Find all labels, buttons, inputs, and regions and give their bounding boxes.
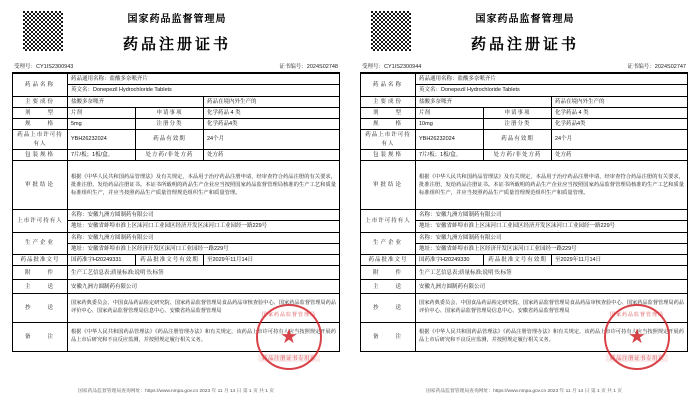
certificate-meta [360,60,688,73]
value-dosage-form: 片剂 [68,107,136,118]
star-icon: ★ [280,326,298,348]
value-generic-name: 药品通用名称：盐酸多奈哌齐片 [68,74,340,85]
table-row [13,161,340,210]
table-row [13,149,340,160]
value-english-name: 英文名：Donepezil Hydrochloride Tablets [416,85,688,96]
table-row [13,119,340,130]
label-remark: 备 注 [361,323,416,352]
certificate-card [6,4,346,396]
value-attachment: 生产工艺信息表;质量标准;说明书;标签 [68,266,340,280]
document-title: 药品注册证书 [122,36,231,53]
label-package-spec: 包装规格 [361,149,416,160]
label-attachment: 附 件 [361,266,416,280]
star-icon: ★ [628,326,646,348]
value-package-spec: 7片/板；1板/盒。 [416,149,484,160]
label-manufacturer: 生产企业 [361,232,416,255]
label-mah: 上市许可持有人 [13,210,68,233]
value-ingredient: 盐酸多奈哌齐 [416,96,552,107]
label-holder-no: 药品上市许可持有人 [13,130,68,150]
label-dosage-form: 剂 型 [361,107,416,118]
label-remark: 备 注 [13,323,68,352]
certificate-number: 证书编号：2024S02747 [627,64,686,70]
acceptance-number: 受理号：CY1IS2300944 [362,64,422,70]
label-spec: 规 格 [361,119,416,130]
value-approval-number: 国药准字H20249331 [68,255,136,266]
label-attachment: 附 件 [13,266,68,280]
label-validity: 药品有效期 [136,130,204,150]
value-attachment: 生产工艺信息表;质量标准;说明书;标签 [416,266,688,280]
value-spec: 5mg [68,119,136,130]
label-app-matter: 申请事项 [136,107,204,118]
table-row [361,323,688,352]
value-dosage-form: 片剂 [416,107,484,118]
table-row [361,210,688,221]
label-ingredient: 主要成份 [13,96,68,107]
label-spec: 规 格 [13,119,68,130]
value-prescription-type: 处方药 [204,149,340,160]
table-row [361,149,688,160]
value-prescription-type: 处方药 [552,149,688,160]
value-generic-name: 药品通用名称：盐酸多奈哌齐片 [416,74,688,85]
value-validity: 24个月 [552,130,688,150]
label-drug-name: 药品名称 [13,74,68,97]
certificate-table [360,73,688,352]
label-approval-conclusion: 审批结论 [13,161,68,210]
value-approval-number: 国药准字H20249330 [416,255,484,266]
document-title: 药品注册证书 [470,36,579,53]
value-ingredient: 盐酸多奈哌齐 [68,96,204,107]
table-row [13,266,340,280]
table-row [13,323,340,352]
value-mah-name: 名称：安徽九洲方圆制药有限公司 [68,210,340,221]
certificate-header [12,8,340,60]
table-row [361,232,688,243]
table-row [361,107,688,118]
page-footer: 国家药品监督管理局查询网址：https://www.nmpa.gov.cn 2023 年 11 月 14 日 第 1 页 共 1 页 [77,389,275,394]
table-row [361,161,688,210]
header-titles [412,10,638,54]
table-row [13,232,340,243]
value-main-delivery: 安徽九洲方圆制药有限公司 [68,280,340,294]
label-main-delivery: 主 送 [361,280,416,294]
table-row [13,74,340,85]
value-registration-class: 化学药品 4 类 [204,107,340,118]
seal-bottom-text: 药品注册证书专用章 [606,354,668,362]
value-spec-registration-class: 化学药品4类 [204,119,340,130]
certificate-header [360,8,688,60]
value-remark: 根据《中华人民共和国药品管理法》《药品注册管理办法》和有关规定，该药品上市许可持有人应当按照规定开展药品上市后研究和不良反应监测，并按照规定履行相关义务。 [416,323,688,352]
value-mah-address: 地址：安徽省蚌埠市淮上区沫河口工业园区经济开发区沫河口工业园经一路229号 [416,221,688,232]
certificate-table [12,73,340,352]
table-row [361,255,688,266]
value-approval-valid-until: 至2029年11月14日 [204,255,340,266]
label-manufacturer: 生产企业 [13,232,68,255]
table-row [361,96,688,107]
value-ingredient-note: 药品在境内外生产的 [552,96,688,107]
seal-top-text: 国家药品监督管理局 [261,312,316,318]
table-row [13,96,340,107]
header-titles [64,10,290,54]
value-registration-class: 化学药品 4 类 [552,107,688,118]
table-row [13,130,340,150]
label-drug-name: 药品名称 [361,74,416,97]
value-holder-no: YBH26232024 [416,130,484,150]
label-registration-class: 注册分类 [136,119,204,130]
value-manufacturer-name: 名称：安徽九洲方圆制药有限公司 [416,232,688,243]
label-validity: 药品有效期 [484,130,552,150]
value-copy-to: 国家药典委员会、中国食品药品检定研究院、国家药品监督管理局食品药品审核查验中心、国家药品监督管理局药品评价中心、国家药品监督管理局信息中心、安徽省药品监督管理局 [416,294,688,323]
value-approval-conclusion: 根据《中华人民共和国药品管理法》及有关规定，本品用于治疗药品注册申请，经审查符合药品注册的有关要求，批准注册，发给药品注册证书。本证书所载明的药品生产企业应当按照国家药品监督管理局核准的生产工艺和质量标准组织生产，并应当按照药品生产质量管理规范组织生产和质量管理。 [68,161,340,210]
label-approval-number: 药品批准文号 [13,255,68,266]
value-package-spec: 7片/板；1板/盒。 [68,149,136,160]
table-row [361,119,688,130]
table-row [361,130,688,150]
label-dosage-form: 剂 型 [13,107,68,118]
label-approval-valid-until: 药品批准文号有效期 [484,255,552,266]
certificate-meta [12,60,340,73]
label-approval-valid-until: 药品批准文号有效期 [136,255,204,266]
issuing-organization: 国家药品监督管理局 [127,14,227,25]
table-row [361,294,688,323]
table-row [13,255,340,266]
table-row [361,280,688,294]
value-approval-valid-until: 至2029年11月14日 [552,255,688,266]
value-main-delivery: 安徽九洲方圆制药有限公司 [416,280,688,294]
table-row [13,294,340,323]
table-row [13,280,340,294]
seal-bottom-text: 药品注册证书专用章 [258,354,320,362]
value-manufacturer-name: 名称：安徽九洲方圆制药有限公司 [68,232,340,243]
qr-code-icon [22,10,64,52]
label-prescription-type: 处方药/非处方药 [136,149,204,160]
page-footer: 国家药品监督管理局查询网址：https://www.nmpa.gov.cn 2023 年 11 月 14 日 第 1 页 共 1 页 [425,389,623,394]
label-approval-number: 药品批准文号 [361,255,416,266]
value-manufacturer-address: 地址：安徽省蚌埠市淮上区经济开发区沫河口工业园经一路229号 [416,243,688,254]
label-copy-to: 抄 送 [13,294,68,323]
value-mah-address: 地址：安徽省蚌埠市淮上区沫河口工业园区经济开发区沫河口工业园经一路229号 [68,221,340,232]
value-copy-to: 国家药典委员会、中国食品药品检定研究院、国家药品监督管理局食品药品审核查验中心、国家药品监督管理局药品评价中心、国家药品监督管理局信息中心、安徽省药品监督管理局 [68,294,340,323]
value-remark: 根据《中华人民共和国药品管理法》《药品注册管理办法》和有关规定，该药品上市许可持有人应当按照规定开展药品上市后研究和不良反应监测，并按照规定履行相关义务。 [68,323,340,352]
value-holder-no: YBH26232024 [68,130,136,150]
value-ingredient-note: 药品在境内外生产的 [204,96,340,107]
value-spec: 10mg [416,119,484,130]
issuing-organization: 国家药品监督管理局 [475,14,575,25]
table-row [13,107,340,118]
certificate-number: 证书编号：2024S02748 [279,64,338,70]
value-spec-registration-class: 化学药品4类 [552,119,688,130]
label-approval-conclusion: 审批结论 [361,161,416,210]
label-mah: 上市许可持有人 [361,210,416,233]
certificate-card [354,4,694,396]
value-approval-conclusion: 根据《中华人民共和国药品管理法》及有关规定，本品用于治疗药品注册申请，经审查符合药品注册的有关要求，批准注册，发给药品注册证书。本证书所载明的药品生产企业应当按照国家药品监督管理局核准的生产工艺和质量标准组织生产，并应当按照药品生产质量管理规范组织生产和质量管理。 [416,161,688,210]
value-english-name: 英文名：Donepezil Hydrochloride Tablets [68,85,340,96]
table-row [361,266,688,280]
label-ingredient: 主要成份 [361,96,416,107]
seal-top-text: 国家药品监督管理局 [609,312,664,318]
label-main-delivery: 主 送 [13,280,68,294]
label-package-spec: 包装规格 [13,149,68,160]
label-holder-no: 药品上市许可持有人 [361,130,416,150]
table-row [361,74,688,85]
label-copy-to: 抄 送 [361,294,416,323]
table-row [13,210,340,221]
qr-code-icon [370,10,412,52]
value-manufacturer-address: 地址：安徽省蚌埠市淮上区经济开发区沫河口工业园经一路229号 [68,243,340,254]
value-validity: 24个月 [204,130,340,150]
acceptance-number: 受理号：CY1IS2300943 [14,64,74,70]
value-mah-name: 名称：安徽九洲方圆制药有限公司 [416,210,688,221]
label-registration-class: 注册分类 [484,119,552,130]
label-app-matter: 申请事项 [484,107,552,118]
label-prescription-type: 处方药/非处方药 [484,149,552,160]
